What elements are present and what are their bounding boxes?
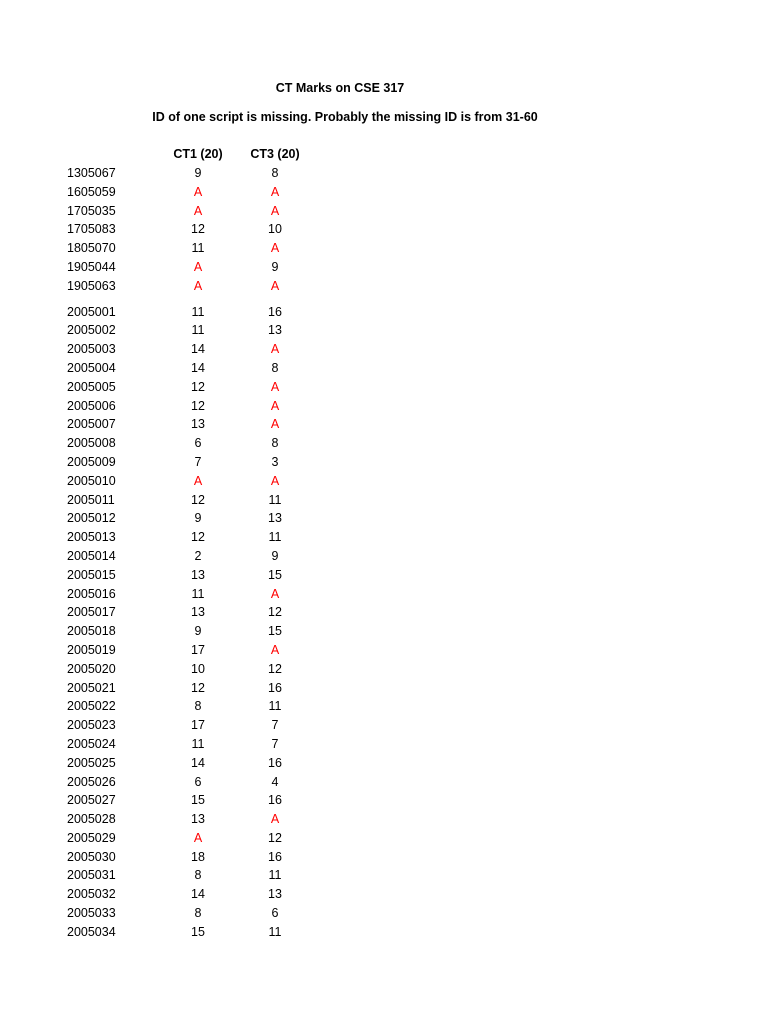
student-id: 2005015 <box>67 567 116 582</box>
table-row <box>0 164 400 183</box>
student-id: 1605059 <box>67 184 116 199</box>
student-id: 2005002 <box>67 323 116 338</box>
student-id: 2005027 <box>67 793 116 808</box>
student-id: 2005032 <box>67 887 116 902</box>
student-id: 2005033 <box>67 906 116 921</box>
student-id: 2005005 <box>67 379 116 394</box>
ct3-mark: 9 <box>271 548 279 563</box>
ct3-mark: 8 <box>271 360 279 375</box>
ct1-mark: 14 <box>191 342 205 357</box>
ct3-mark: 4 <box>271 774 279 789</box>
ct3-mark: 15 <box>268 567 282 582</box>
student-id: 2005025 <box>67 755 116 770</box>
table-row <box>0 491 400 510</box>
student-id: 2005001 <box>67 304 116 319</box>
ct1-mark: 12 <box>191 379 205 394</box>
ct3-mark: A <box>270 203 280 218</box>
ct3-mark: 8 <box>271 436 279 451</box>
student-id: 2005023 <box>67 718 116 733</box>
ct3-mark: 13 <box>268 887 282 902</box>
student-id: 2005020 <box>67 661 116 676</box>
student-id: 1705035 <box>67 203 116 218</box>
ct1-mark: 11 <box>191 241 205 256</box>
column-header-ct1: CT1 (20) <box>173 147 223 161</box>
ct1-mark: 11 <box>191 586 205 601</box>
table-row <box>0 303 400 322</box>
ct1-mark: 13 <box>191 567 205 582</box>
table-row <box>0 622 400 641</box>
ct1-mark: 13 <box>191 812 205 827</box>
student-id: 2005030 <box>67 849 116 864</box>
ct1-mark: 9 <box>194 624 202 639</box>
table-row <box>0 603 400 622</box>
student-id: 1905044 <box>67 259 116 274</box>
student-id: 1705083 <box>67 222 116 237</box>
table-row <box>0 848 400 867</box>
student-id: 2005028 <box>67 812 116 827</box>
ct3-mark: 9 <box>271 259 279 274</box>
table-row <box>0 754 400 773</box>
table-row <box>0 885 400 904</box>
student-id: 2005017 <box>67 605 116 620</box>
ct1-mark: A <box>193 278 203 293</box>
ct3-mark: 12 <box>268 661 282 676</box>
ct3-mark: 3 <box>271 454 279 469</box>
ct1-mark: A <box>193 473 203 488</box>
student-id: 2005012 <box>67 511 116 526</box>
student-id: 2005021 <box>67 680 116 695</box>
table-row <box>0 472 400 491</box>
student-id: 2005008 <box>67 436 116 451</box>
ct1-mark: 8 <box>194 699 202 714</box>
student-id: 2005007 <box>67 417 116 432</box>
ct1-mark: A <box>193 830 203 845</box>
column-header-ct3: CT3 (20) <box>250 147 300 161</box>
ct3-mark: A <box>270 642 280 657</box>
student-id: 2005009 <box>67 454 116 469</box>
ct1-mark: 14 <box>191 755 205 770</box>
student-id: 2005024 <box>67 736 116 751</box>
ct1-mark: 17 <box>191 718 205 733</box>
ct3-mark: A <box>270 241 280 256</box>
ct3-mark: 16 <box>268 755 282 770</box>
table-row <box>0 923 400 942</box>
table-row <box>0 453 400 472</box>
ct3-mark: A <box>270 379 280 394</box>
ct3-mark: 13 <box>268 511 282 526</box>
table-row <box>0 220 400 239</box>
ct3-mark: 11 <box>268 699 282 714</box>
ct1-mark: A <box>193 259 203 274</box>
table-row <box>0 397 400 416</box>
student-id: 2005004 <box>67 360 116 375</box>
student-id: 2005014 <box>67 548 116 563</box>
table-row <box>0 434 400 453</box>
ct3-mark: A <box>270 398 280 413</box>
student-id: 2005019 <box>67 642 116 657</box>
student-id: 2005018 <box>67 624 116 639</box>
table-row <box>0 202 400 221</box>
marks-table <box>0 164 400 942</box>
table-row <box>0 829 400 848</box>
ct1-mark: 6 <box>194 774 202 789</box>
table-row <box>0 258 400 277</box>
table-row <box>0 810 400 829</box>
ct3-mark: 12 <box>268 830 282 845</box>
table-header <box>0 147 400 165</box>
ct3-mark: 10 <box>268 222 282 237</box>
ct3-mark: 6 <box>271 906 279 921</box>
ct3-mark: 11 <box>268 868 282 883</box>
student-id: 2005034 <box>67 924 116 939</box>
ct3-mark: 13 <box>268 323 282 338</box>
ct1-mark: A <box>193 184 203 199</box>
page-title: CT Marks on CSE 317 <box>275 81 405 95</box>
student-id: 2005003 <box>67 342 116 357</box>
student-id: 2005013 <box>67 530 116 545</box>
ct1-mark: 12 <box>191 530 205 545</box>
ct3-mark: 12 <box>268 605 282 620</box>
table-row <box>0 415 400 434</box>
ct3-mark: A <box>270 812 280 827</box>
table-row <box>0 735 400 754</box>
table-row <box>0 904 400 923</box>
table-row <box>0 509 400 528</box>
ct3-mark: A <box>270 184 280 199</box>
table-row <box>0 239 400 258</box>
table-row <box>0 528 400 547</box>
ct1-mark: 7 <box>194 454 202 469</box>
student-id: 2005016 <box>67 586 116 601</box>
table-row <box>0 183 400 202</box>
ct3-mark: 16 <box>268 849 282 864</box>
ct1-mark: 13 <box>191 605 205 620</box>
ct1-mark: 12 <box>191 492 205 507</box>
ct1-mark: 12 <box>191 680 205 695</box>
ct1-mark: 9 <box>194 166 202 180</box>
ct1-mark: 15 <box>191 924 205 939</box>
table-row <box>0 866 400 885</box>
student-id: 2005022 <box>67 699 116 714</box>
table-row <box>0 791 400 810</box>
ct1-mark: 13 <box>191 417 205 432</box>
ct3-mark: A <box>270 342 280 357</box>
ct3-mark: 16 <box>268 680 282 695</box>
table-row <box>0 378 400 397</box>
table-row <box>0 359 400 378</box>
student-id: 2005011 <box>67 492 115 507</box>
table-row <box>0 660 400 679</box>
table-row <box>0 566 400 585</box>
table-row <box>0 716 400 735</box>
ct3-mark: 15 <box>268 624 282 639</box>
student-id: 2005006 <box>67 398 116 413</box>
table-row <box>0 697 400 716</box>
table-row <box>0 585 400 604</box>
table-row <box>0 679 400 698</box>
ct3-mark: 16 <box>268 304 282 319</box>
ct3-mark: A <box>270 586 280 601</box>
ct1-mark: 2 <box>194 548 202 563</box>
student-id: 1805070 <box>67 241 116 256</box>
student-id: 2005010 <box>67 473 116 488</box>
table-row <box>0 340 400 359</box>
ct1-mark: 12 <box>191 222 205 237</box>
ct1-mark: 6 <box>194 436 202 451</box>
student-id: 2005029 <box>67 830 116 845</box>
table-row <box>0 321 400 340</box>
table-row <box>0 773 400 792</box>
ct3-mark: A <box>270 417 280 432</box>
ct3-mark: 7 <box>271 736 279 751</box>
table-row <box>0 547 400 566</box>
student-id: 1305067 <box>67 166 116 180</box>
table-row <box>0 641 400 660</box>
ct1-mark: 8 <box>194 906 202 921</box>
ct3-mark: 11 <box>268 492 282 507</box>
ct1-mark: 11 <box>191 304 205 319</box>
student-id: 2005026 <box>67 774 116 789</box>
ct1-mark: 11 <box>191 323 205 338</box>
student-id: 2005031 <box>67 868 116 883</box>
page-subtitle: ID of one script is missing. Probably the missing ID is from 31-60 <box>152 110 538 124</box>
ct1-mark: 18 <box>191 849 205 864</box>
ct1-mark: 14 <box>191 887 205 902</box>
ct1-mark: 8 <box>194 868 202 883</box>
ct1-mark: 10 <box>191 661 205 676</box>
ct1-mark: 9 <box>194 511 202 526</box>
ct3-mark: 7 <box>271 718 279 733</box>
student-id: 1905063 <box>67 278 116 293</box>
ct1-mark: A <box>193 203 203 218</box>
ct3-mark: A <box>270 473 280 488</box>
ct1-mark: 17 <box>191 642 205 657</box>
ct3-mark: 11 <box>268 924 282 939</box>
table-row <box>0 277 400 296</box>
ct1-mark: 11 <box>191 736 205 751</box>
ct3-mark: 8 <box>271 166 279 180</box>
ct3-mark: 16 <box>268 793 282 808</box>
ct1-mark: 15 <box>191 793 205 808</box>
ct3-mark: A <box>270 278 280 293</box>
ct3-mark: 11 <box>268 530 282 545</box>
ct1-mark: 12 <box>191 398 205 413</box>
ct1-mark: 14 <box>191 360 205 375</box>
